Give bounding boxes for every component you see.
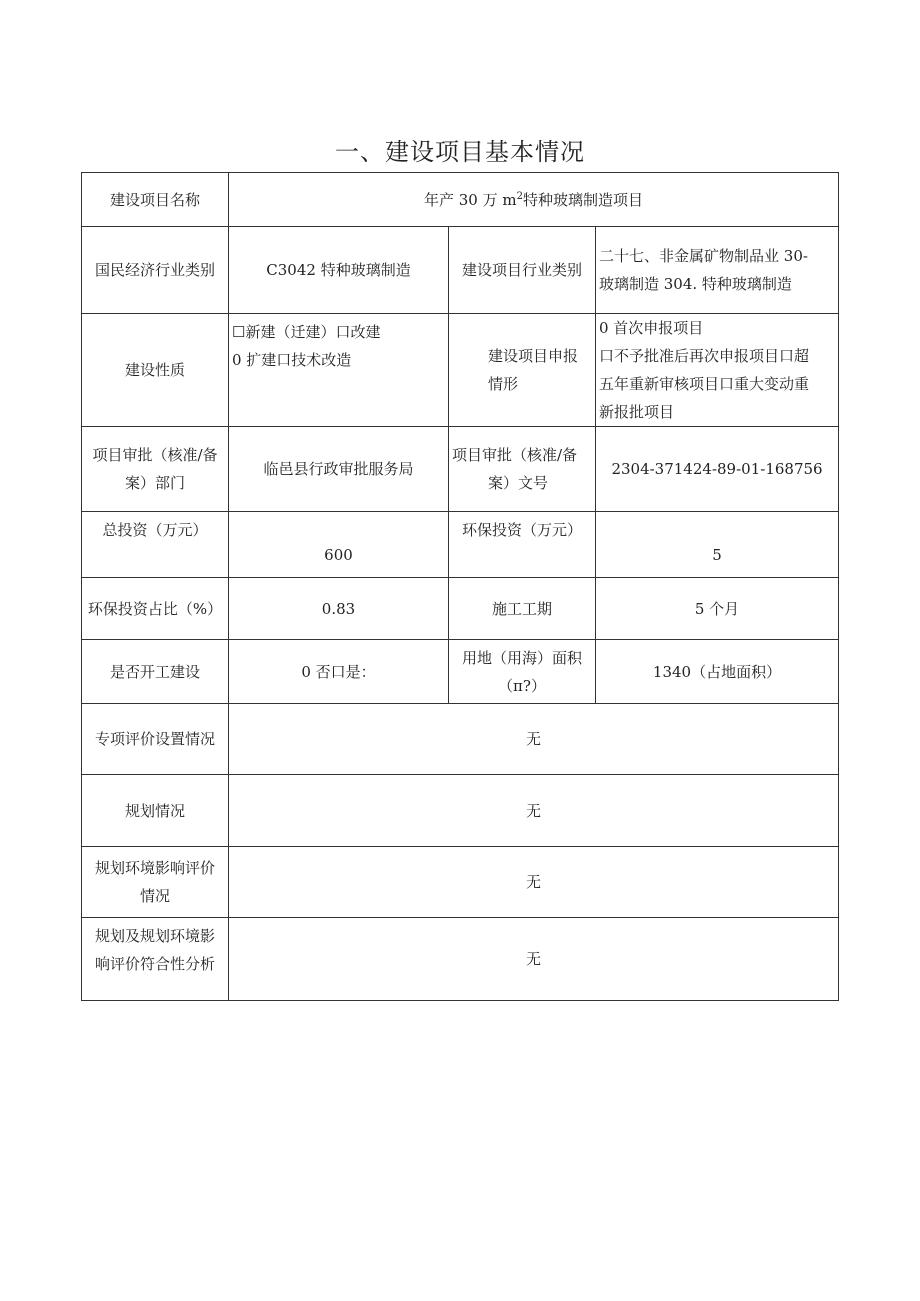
project-info-table xyxy=(81,172,839,1001)
value-approval-dept: 临邑县行政审批服务局 xyxy=(229,427,449,512)
application-value-line2: 口不予批准后再次申报项目口超 xyxy=(599,347,810,365)
approval-number-label-line1: 项目审批（核准/备 xyxy=(452,446,578,464)
approval-number-label-line2: 案）文号 xyxy=(488,474,549,492)
row-investment xyxy=(82,512,839,578)
label-approval-dept xyxy=(82,427,229,512)
planning-eia-label-line2: 情况 xyxy=(139,887,170,905)
label-planning-eia xyxy=(82,847,229,918)
value-planning: 无 xyxy=(229,775,839,847)
label-special-assessment: 专项评价设置情况 xyxy=(82,704,229,775)
row-construction-nature xyxy=(82,314,839,427)
application-value-line4: 新报批项目 xyxy=(599,403,675,421)
land-area-label-line1: 用地（用海）面积 xyxy=(461,648,582,667)
row-ratio xyxy=(82,578,839,640)
row-special-assessment xyxy=(82,704,839,775)
value-construction-period: 5 个月 xyxy=(596,578,839,640)
value-national-industry: C3042 特种玻璃制造 xyxy=(229,227,449,314)
row-planning-eia xyxy=(82,847,839,918)
label-total-investment: 总投资（万元） xyxy=(82,512,229,578)
label-env-investment: 环保投资（万元） xyxy=(449,512,596,578)
value-approval-number: 2304-371424-89-01-168756 xyxy=(596,427,839,512)
conformity-label-line2: 响评价符合性分析 xyxy=(94,955,215,973)
row-started xyxy=(82,640,839,704)
value-project-industry-line2: 玻璃制造 304. 特种玻璃制造 xyxy=(599,275,792,293)
value-application-situation xyxy=(596,314,839,427)
value-env-investment: 5 xyxy=(596,512,839,578)
nature-options-line2: 0 扩建口技术改造 xyxy=(232,351,352,369)
value-project-name: 年产 30 万 $m^2$特种玻璃制造项目 xyxy=(229,173,839,227)
label-national-industry: 国民经济行业类别 xyxy=(82,227,229,314)
value-project-industry-line1: 二十七、非金属矿物制品业 30- xyxy=(599,247,808,265)
land-area-label-line2: （π?） xyxy=(498,676,546,695)
row-approval xyxy=(82,427,839,512)
value-construction-nature xyxy=(229,314,449,427)
page-title: 一、建设项目基本情况 xyxy=(335,138,585,166)
application-value-line3: 五年重新审核项目口重大变动重 xyxy=(599,375,810,393)
value-project-industry xyxy=(596,227,839,314)
value-planning-eia: 无 xyxy=(229,847,839,918)
value-special-assessment: 无 xyxy=(229,704,839,775)
row-conformity xyxy=(82,918,839,1001)
value-conformity: 无 xyxy=(229,918,839,1001)
application-value-line1: 0 首次申报项目 xyxy=(599,319,704,337)
application-label-line1: 建设项目申报 xyxy=(488,347,579,365)
label-project-industry: 建设项目行业类别 xyxy=(449,227,596,314)
value-started: 0 否口是： xyxy=(229,640,449,704)
label-application-situation xyxy=(449,314,596,427)
label-env-ratio: 环保投资占比（%） xyxy=(82,578,229,640)
nature-options-line1: ☐新建（迁建）口改建 xyxy=(232,323,381,341)
label-planning: 规划情况 xyxy=(82,775,229,847)
label-construction-period: 施工工期 xyxy=(449,578,596,640)
label-conformity xyxy=(82,918,229,1001)
label-land-area xyxy=(449,640,596,704)
application-label-line2: 情形 xyxy=(488,375,519,393)
value-total-investment: 600 xyxy=(229,512,449,578)
planning-eia-label-line1: 规划环境影响评价 xyxy=(94,859,215,877)
row-project-name xyxy=(82,173,839,227)
label-approval-number xyxy=(449,427,596,512)
value-env-ratio: 0.83 xyxy=(229,578,449,640)
label-construction-nature: 建设性质 xyxy=(82,314,229,427)
conformity-label-line1: 规划及规划环境影 xyxy=(94,927,215,945)
row-industry xyxy=(82,227,839,314)
label-project-name: 建设项目名称 xyxy=(82,173,229,227)
approval-dept-label-line2: 案）部门 xyxy=(124,474,185,492)
row-planning xyxy=(82,775,839,847)
value-land-area: 1340（占地面积） xyxy=(596,640,839,704)
label-started: 是否开工建设 xyxy=(82,640,229,704)
approval-dept-label-line1: 项目审批（核准/备 xyxy=(92,446,218,464)
